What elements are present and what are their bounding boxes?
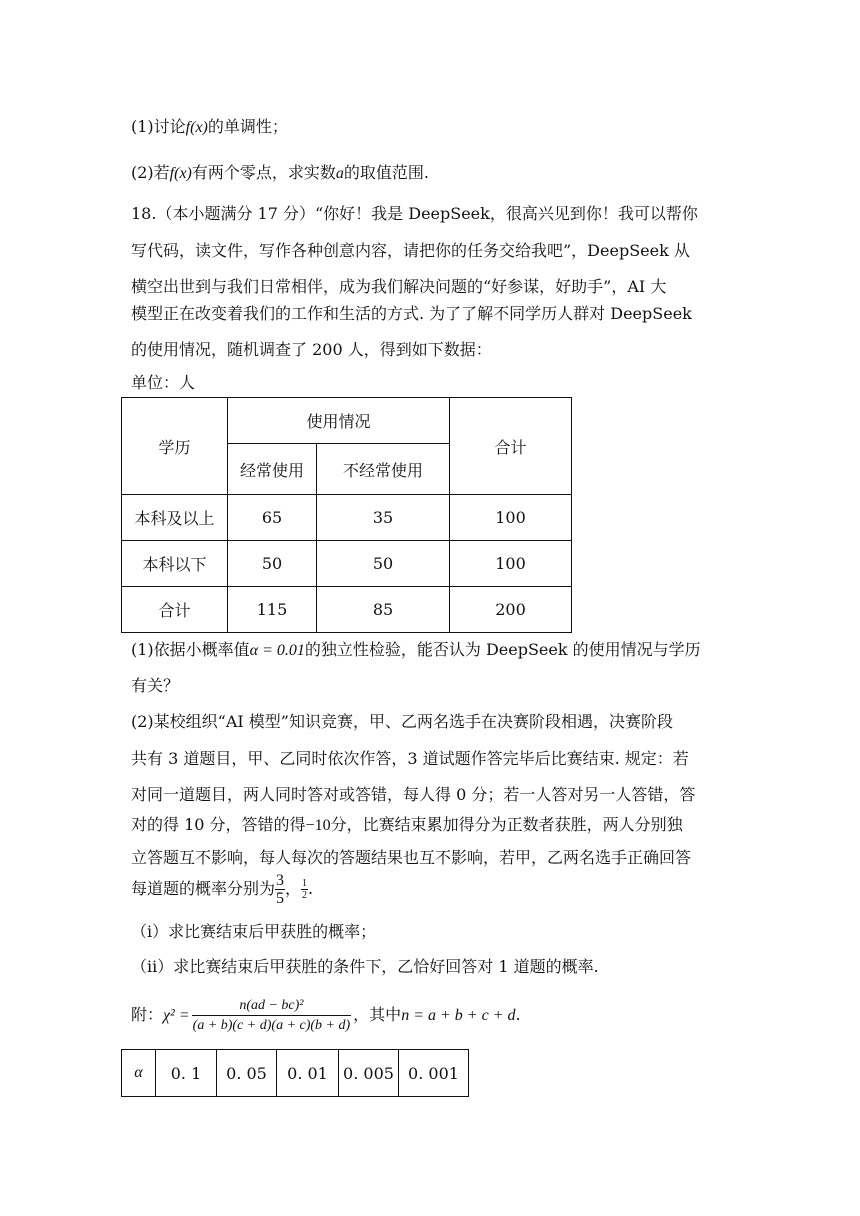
- text: 的取值范围.: [343, 163, 429, 182]
- usage-table: [121, 397, 572, 633]
- text: .: [308, 879, 314, 898]
- problem-18-line-3: 横空出世到与我们日常相伴，成为我们解决问题的“好参谋，好助手”，AI 大: [131, 277, 667, 296]
- fraction-one-half: $\frac{1}{2}$: [302, 878, 308, 901]
- table-row: [122, 587, 572, 633]
- table-row: [122, 1050, 469, 1097]
- cell-not-often: 35: [317, 495, 450, 541]
- cell-often: 65: [228, 495, 317, 541]
- text: 附：: [131, 1005, 164, 1024]
- math-minus-ten: −10: [305, 817, 331, 834]
- problem-18-line-5: 的使用情况，随机调查了 200 人，得到如下数据：: [131, 340, 492, 359]
- text: ，其中: [353, 1005, 402, 1024]
- subquestion-2-line-6: [131, 872, 313, 907]
- fraction-three-fifths: $\frac{3}{5}$: [276, 872, 285, 907]
- math-chi: χ² =: [163, 1007, 190, 1024]
- subquestion-2-line-2: 共有 3 道题目，甲、乙同时依次作答，3 道试题作答完毕后比赛结束. 规定：若: [131, 749, 689, 768]
- cell-not-often: 85: [317, 587, 450, 633]
- subquestion-2-line-4: [131, 815, 683, 836]
- chi-square-formula: [131, 995, 521, 1036]
- header-often: 经常使用: [228, 444, 317, 495]
- problem-18-line-2: 写代码，读文件，写作各种创意内容，请把你的任务交给我吧”，DeepSeek 从: [131, 241, 690, 260]
- table-row: [122, 495, 572, 541]
- math-fx: f(x): [169, 165, 192, 182]
- math-n: n = a + b + c + d: [401, 1007, 516, 1024]
- alpha-table: [121, 1049, 469, 1097]
- subquestion-1-line-1: [131, 640, 701, 661]
- text: ，: [285, 879, 302, 898]
- text: 每道题的概率分别为: [131, 879, 276, 898]
- part-ii: （ⅱ）求比赛结束后甲获胜的条件下，乙恰好回答对 1 道题的概率.: [131, 957, 599, 976]
- math-alpha: α = 0.01: [249, 642, 305, 659]
- cell-not-often: 50: [317, 541, 450, 587]
- text: 的独立性检验，能否认为 DeepSeek 的使用情况与学历: [304, 640, 701, 659]
- row-label: 本科以下: [122, 541, 228, 587]
- header-total: 合计: [450, 398, 572, 495]
- subquestion-1-line-2: 有关？: [131, 676, 180, 695]
- text: 对的得 10 分，答错的得: [131, 815, 306, 834]
- row-label: 本科及以上: [122, 495, 228, 541]
- header-education: 学历: [122, 398, 228, 495]
- alpha-value: 0. 001: [399, 1050, 469, 1097]
- question-2-line: [131, 163, 429, 184]
- text: 有两个零点，求实数: [191, 163, 336, 182]
- text: (1)依据小概率值: [131, 640, 250, 659]
- cell-often: 115: [228, 587, 317, 633]
- alpha-value: 0. 005: [339, 1050, 399, 1097]
- header-usage: 使用情况: [228, 398, 450, 444]
- subquestion-2-line-5: 立答题互不影响，每人每次的答题结果也互不影响，若甲，乙两名选手正确回答: [131, 848, 692, 867]
- math-fx: f(x): [185, 119, 208, 136]
- cell-total: 100: [450, 495, 572, 541]
- subquestion-2-line-3: 对同一道题目，两人同时答对或答错，每人得 0 分；若一人答对另一人答错，答: [131, 785, 696, 804]
- cell-often: 50: [228, 541, 317, 587]
- text: .: [515, 1005, 521, 1024]
- cell-total: 200: [450, 587, 572, 633]
- text: (1)讨论: [131, 117, 186, 136]
- table-row: [122, 541, 572, 587]
- text: 的单调性；: [207, 117, 288, 136]
- question-1-line: [131, 117, 288, 138]
- cell-total: 100: [450, 541, 572, 587]
- text: (2)若: [131, 163, 170, 182]
- part-i: （ⅰ）求比赛结束后甲获胜的概率；: [131, 922, 377, 941]
- alpha-value: 0. 05: [217, 1050, 277, 1097]
- math-a: a: [335, 165, 344, 182]
- alpha-header: α: [122, 1050, 156, 1097]
- problem-18-line-1: 18.（本小题满分 17 分）“你好！我是 DeepSeek，很高兴见到你！我可以帮你: [131, 204, 698, 223]
- alpha-value: 0. 01: [277, 1050, 339, 1097]
- chi-fraction: $\frac{\text{n(ad − bc)²}}{(a + b)(c + d)(a + c)(b + d)}$: [192, 998, 351, 1033]
- unit-label: 单位：人: [131, 373, 196, 392]
- problem-18-line-4: 模型正在改变着我们的工作和生活的方式. 为了了解不同学历人群对 DeepSeek: [131, 304, 692, 323]
- header-not-often: 不经常使用: [317, 444, 450, 495]
- alpha-value: 0. 1: [156, 1050, 217, 1097]
- subquestion-2-line-1: (2)某校组织“AI 模型”知识竞赛，甲、乙两名选手在决赛阶段相遇，决赛阶段: [131, 712, 673, 731]
- text: 分，比赛结束累加得分为正数者获胜，两人分别独: [330, 815, 683, 834]
- row-label: 合计: [122, 587, 228, 633]
